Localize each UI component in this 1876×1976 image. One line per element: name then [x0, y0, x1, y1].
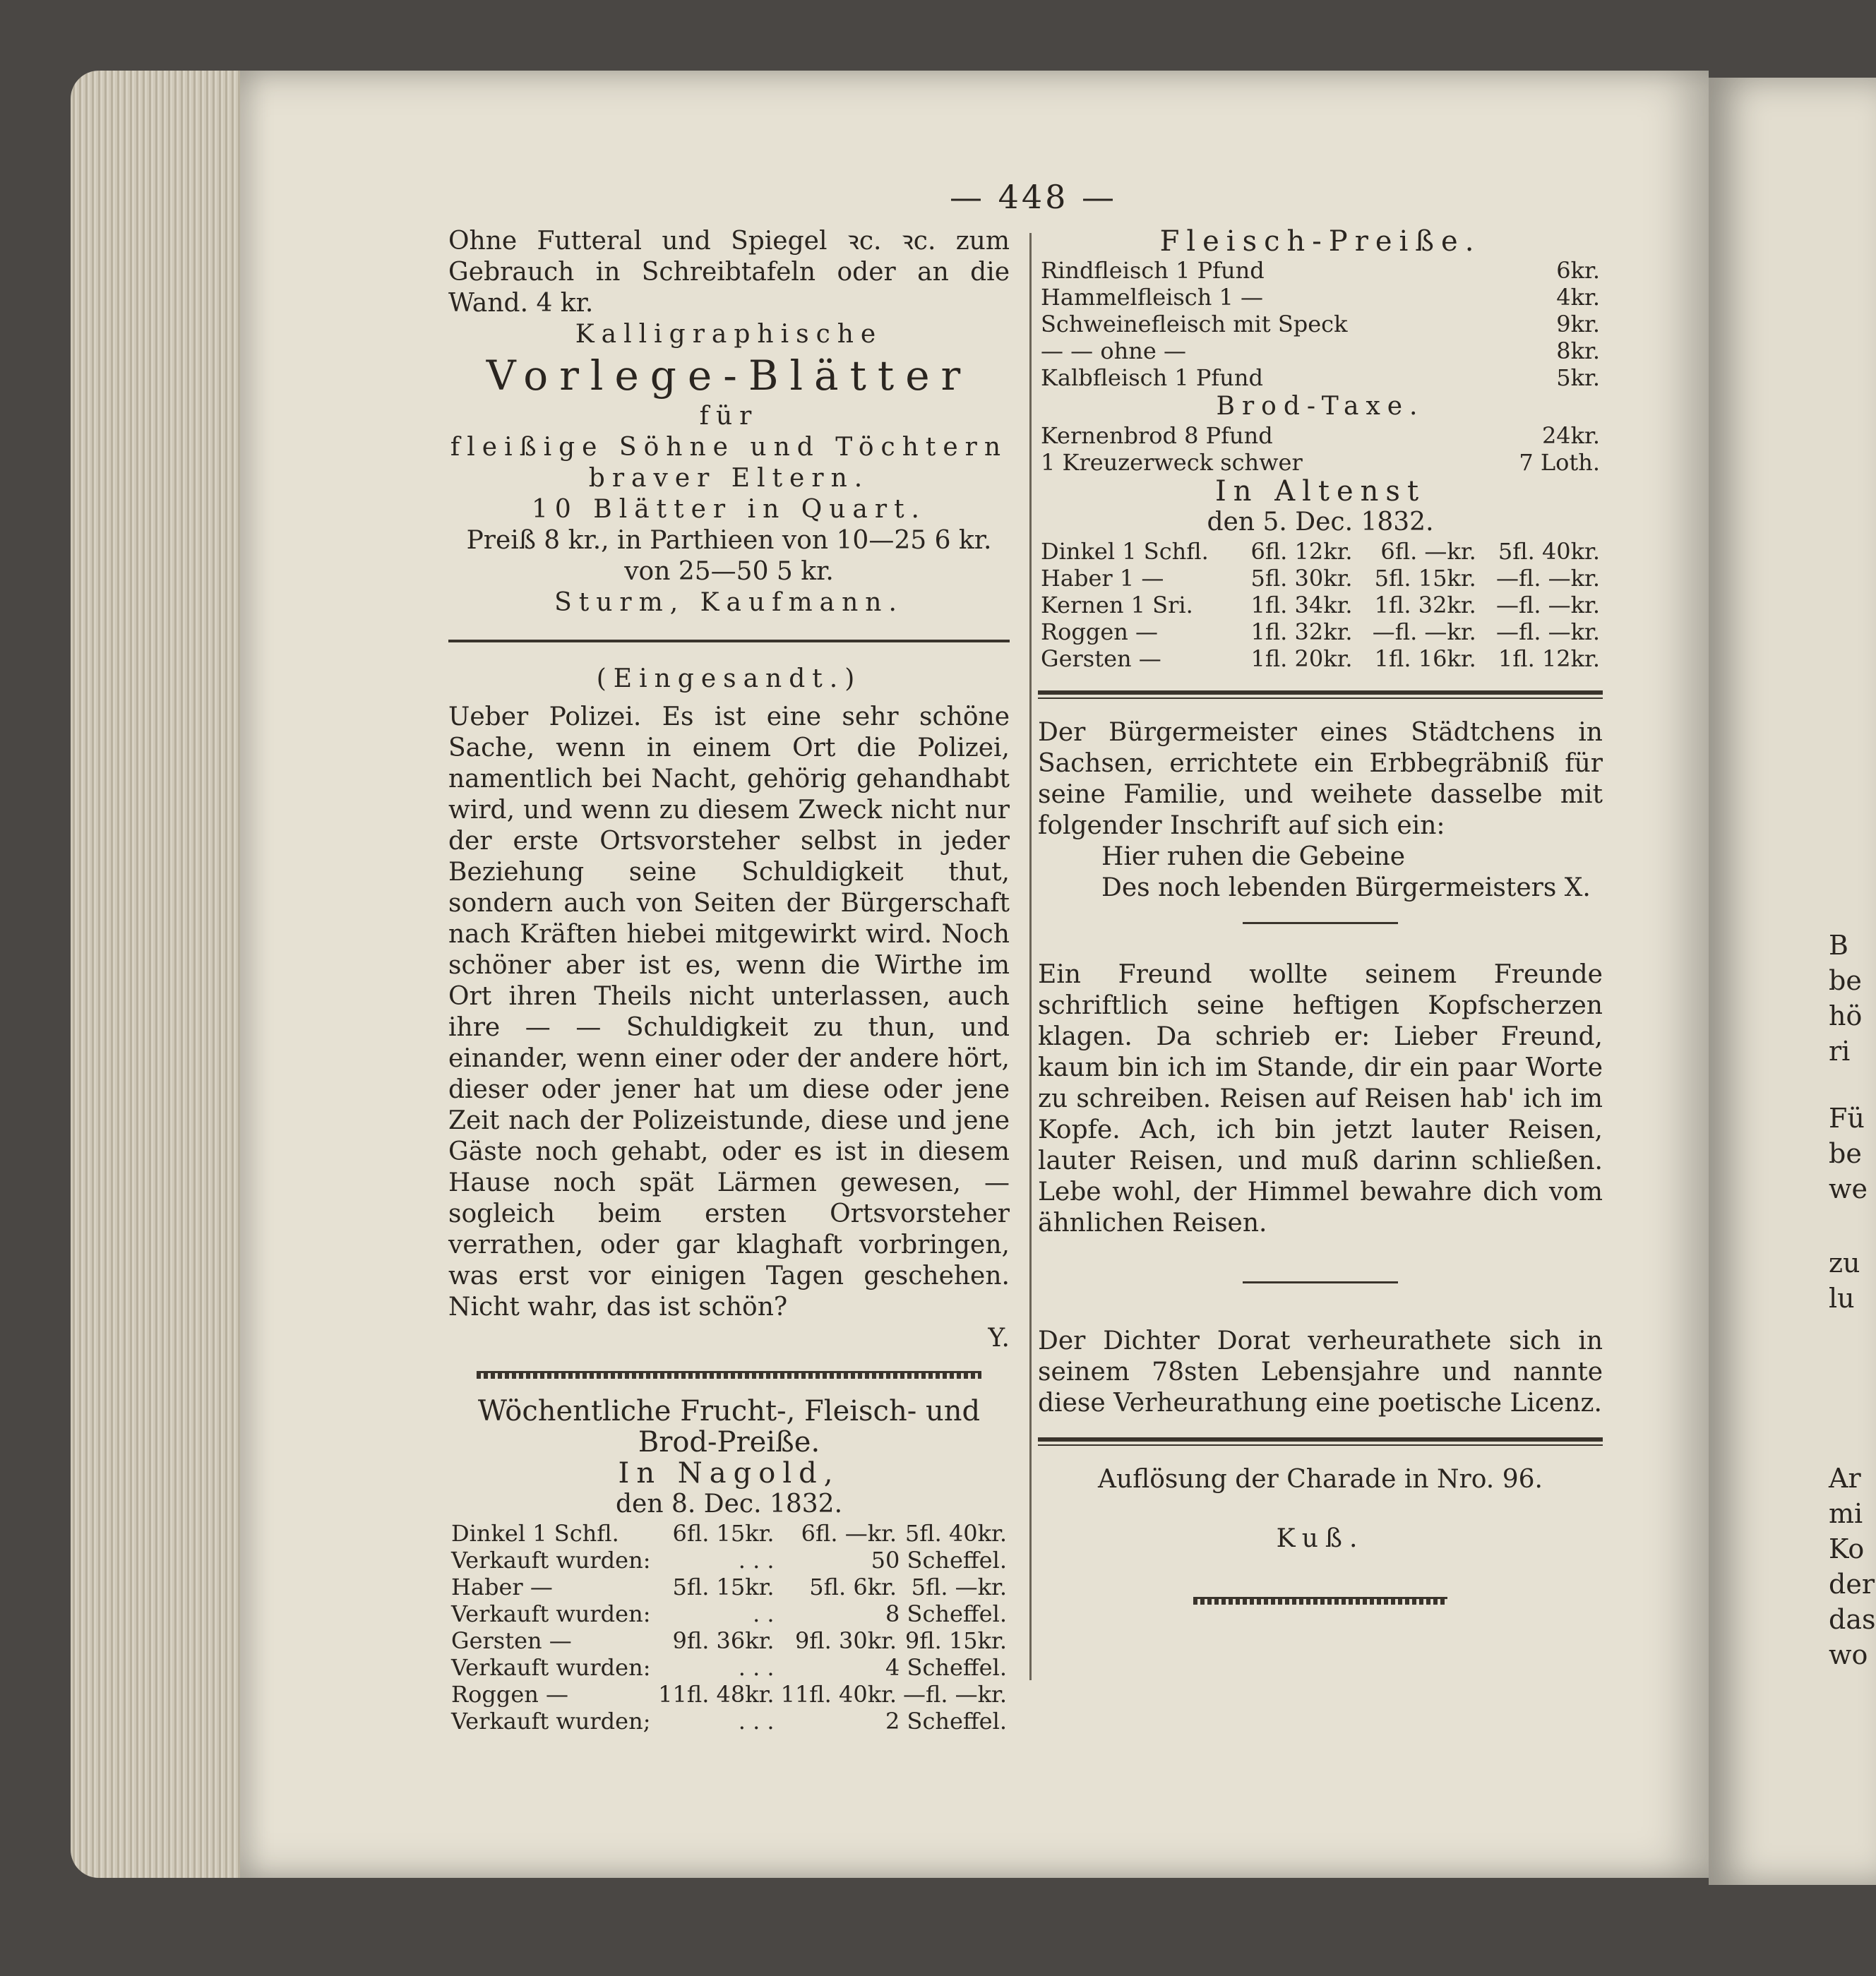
fragment: das	[1829, 1604, 1876, 1635]
place-heading: In Altenst	[1214, 475, 1426, 508]
cell: Rindfleisch 1 Pfund	[1041, 257, 1265, 284]
cell: 5fl. 15kr.	[1374, 565, 1476, 592]
column-divider	[1029, 233, 1032, 1680]
section-rule	[1038, 690, 1603, 699]
charade-solution-heading: Auflösung der Charade in Nro. 96.	[1098, 1465, 1543, 1494]
cell: Verkauft wurden:	[451, 1654, 651, 1681]
cell: 8 Scheffel.	[885, 1600, 1007, 1627]
nagold-price-table	[448, 1520, 1010, 1735]
cell: Kernenbrod 8 Pfund	[1041, 422, 1273, 449]
ad-title: Vorlege-Blätter	[486, 352, 972, 400]
table-row	[1038, 337, 1603, 364]
book-page-stack	[71, 71, 254, 1878]
cell: 5fl. —kr.	[911, 1574, 1007, 1600]
cell: Verkauft wurden;	[451, 1708, 651, 1735]
cell: 2 Scheffel.	[885, 1708, 1007, 1735]
freund-article: Ein Freund wollte seinem Freunde schriftlich seine heftigen Kopfscherzen klagen. Da schrieb er: Lieber Freund, kaum bin ich im Stande, dir ein paar Worte zu schreiben. Reisen auf Reisen hab' ich im Kopfe. Ach, ich bin jetzt lauter Reisen, lauter Reisen, und muß darinn schließen. Lebe wohl, der Himmel bewahre dich vom ähnlichen Reisen.	[1038, 960, 1603, 1238]
cell: Haber 1 —	[1041, 565, 1164, 592]
cell: — — ohne —	[1041, 337, 1186, 364]
dot: .	[738, 1547, 746, 1574]
cell: 1fl. 32kr.	[1374, 592, 1476, 618]
cell: —fl. —kr.	[1495, 565, 1600, 592]
prices-heading: Wöchentliche Frucht-, Fleisch- und	[477, 1395, 981, 1427]
table-row	[1038, 592, 1603, 618]
place-date: den 8. Dec. 1832.	[615, 1490, 843, 1519]
table-row	[1038, 364, 1603, 391]
separator-rule	[1243, 1281, 1398, 1283]
cell: 6fl. —kr.	[801, 1520, 897, 1547]
cell: Roggen —	[1041, 618, 1159, 645]
fleisch-heading: Fleisch-Preiße.	[1159, 225, 1481, 258]
inscription-line: Des noch lebenden Bürgermeisters X.	[1101, 873, 1591, 902]
ad-line: für	[699, 402, 759, 431]
fragment: der	[1829, 1569, 1875, 1600]
cell: 1fl. 20kr.	[1250, 645, 1353, 672]
article-signature: Y.	[988, 1324, 1010, 1353]
cell: 24kr.	[1541, 422, 1600, 449]
table-row	[448, 1547, 1010, 1574]
table-row	[448, 1574, 1010, 1600]
cell: 5fl. 15kr.	[672, 1574, 775, 1600]
cell: 1fl. 32kr.	[1250, 618, 1353, 645]
cell	[655, 1654, 777, 1681]
dot: .	[767, 1547, 775, 1574]
prices-heading: Brod-Preiße.	[638, 1426, 820, 1459]
table-row	[448, 1708, 1010, 1735]
cell: 5fl. 6kr.	[809, 1574, 897, 1600]
table-row	[448, 1627, 1010, 1654]
dot: .	[753, 1708, 760, 1735]
cell: 1fl. 12kr.	[1498, 645, 1600, 672]
table-row	[448, 1681, 1010, 1708]
table-row	[1038, 311, 1603, 337]
table-row	[1038, 565, 1603, 592]
cell: 1fl. 16kr.	[1374, 645, 1476, 672]
cell: Verkauft wurden:	[451, 1547, 651, 1574]
fragment: Ar	[1829, 1463, 1861, 1494]
eingesandt-heading: (Eingesandt.)	[596, 664, 862, 693]
cell: Kernen 1 Sri.	[1041, 592, 1193, 618]
table-row	[1038, 257, 1603, 284]
cell: 9fl. 36kr.	[672, 1627, 775, 1654]
cell: 6kr.	[1556, 257, 1600, 284]
buergermeister-article: Der Bürgermeister eines Städtchens in Sachsen, errichtete ein Erbbegräbniß für seine Familie, und weihete dasselbe mit folgender Inschrift auf sich ein:	[1038, 718, 1603, 840]
fragment: zu	[1829, 1247, 1860, 1279]
cell: 9fl. 15kr.	[904, 1627, 1007, 1654]
inscription-line: Hier ruhen die Gebeine	[1101, 842, 1406, 871]
brod-heading: Brod-Taxe.	[1216, 392, 1425, 421]
cell: Schweinefleisch mit Speck	[1041, 311, 1348, 337]
cell: Kalbfleisch 1 Pfund	[1041, 364, 1263, 391]
dot: .	[767, 1708, 775, 1735]
cell: 50 Scheffel.	[871, 1547, 1007, 1574]
place-heading: In Nagold,	[618, 1457, 840, 1490]
table-row	[448, 1600, 1010, 1627]
cell: 5kr.	[1556, 364, 1600, 391]
fragment: hö	[1829, 1000, 1863, 1031]
right-column	[1038, 226, 1603, 1605]
altensteig-price-table	[1038, 538, 1603, 672]
cell: —fl. —kr.	[1372, 618, 1476, 645]
cell: Gersten —	[1041, 645, 1161, 672]
ad-line: fleißige Söhne und Töchtern	[450, 433, 1008, 462]
cell: 5fl. 40kr.	[904, 1520, 1007, 1547]
cell	[655, 1600, 777, 1627]
cell: 8kr.	[1556, 337, 1600, 364]
cell: Hammelfleisch 1 —	[1041, 284, 1264, 311]
table-row	[1038, 538, 1603, 565]
cell: 5fl. 30kr.	[1250, 565, 1353, 592]
cell: 5fl. 40kr.	[1498, 538, 1600, 565]
place-date: den 5. Dec. 1832.	[1207, 508, 1434, 537]
cell: 11fl. 48kr.	[658, 1681, 775, 1708]
table-row	[1038, 449, 1603, 476]
fragment: lu	[1829, 1283, 1855, 1314]
dot: .	[738, 1654, 746, 1681]
table-row	[1038, 284, 1603, 311]
table-row	[1038, 422, 1603, 449]
ad-line: 10 Blätter in Quart.	[532, 495, 926, 524]
cell: 1fl. 34kr.	[1250, 592, 1353, 618]
cell: —fl. —kr.	[1495, 618, 1600, 645]
fragment: Fü	[1829, 1103, 1865, 1134]
table-row	[448, 1654, 1010, 1681]
fleisch-price-table	[1038, 257, 1603, 391]
dot: .	[767, 1600, 775, 1627]
table-row	[1038, 645, 1603, 672]
separator-rule	[1243, 922, 1398, 924]
fragment: be	[1829, 1138, 1862, 1169]
cell: 1 Kreuzerweck schwer	[1041, 449, 1303, 476]
section-rule	[1038, 1437, 1603, 1446]
ad-signature: Sturm, Kaufmann.	[554, 588, 904, 617]
page-number: — 448 —	[950, 178, 1118, 216]
section-rule	[448, 640, 1010, 642]
left-column	[448, 226, 1010, 1735]
dorat-article: Der Dichter Dorat verheurathete sich in seinem 78sten Lebensjahre und nannte diese Verheurathung eine poetische Licenz.	[1038, 1327, 1603, 1418]
dot: .	[753, 1600, 760, 1627]
fragment: Ko	[1829, 1533, 1865, 1564]
cell	[655, 1708, 777, 1735]
fragment: mi	[1829, 1498, 1863, 1529]
cell: 6fl. 15kr.	[672, 1520, 775, 1547]
dot: .	[767, 1654, 775, 1681]
ad-line: Kalligraphische	[575, 320, 883, 349]
cell	[655, 1547, 777, 1574]
intro-text: Ohne Futteral und Spiegel ꝛc. ꝛc. zum Gebrauch in Schreibtafeln oder an die Wand. 4 kr.	[448, 227, 1010, 318]
polizei-article: Ueber Polizei. Es ist eine sehr schöne Sache, wenn in einem Ort die Polizei, namentlich bei Nacht, gehörig gehandhabt wird, und wenn zu diesem Zweck nicht nur der erste Ortsvorsteher selbst in jeder Beziehung seine Schuldigkeit thut, sondern auch von Seiten der Bürgerschaft nach Kräften hiebei mitgewirkt wird. Noch schöner aber ist es, wenn die Wirthe im Ort ihren Theils nicht unterlassen, auch ihre — — Schuldigkeit zu thun, und einander, wenn einer oder der andere hört, dieser oder jener hat um diese oder jene Zeit nach der Polizeistunde, diese und jene Gäste noch gehabt, oder es ist in diesem Hause noch spät Lärmen gewesen, — sogleich beim ersten Ortsvorsteher verrathen, oder gar klaghaft vorbringen, was erst vor einigen Tagen geschehen. Nicht wahr, das ist schön?	[448, 702, 1010, 1322]
fragment: wo	[1829, 1639, 1868, 1670]
cell: —fl. —kr.	[1495, 592, 1600, 618]
ornamental-rule	[1193, 1597, 1447, 1605]
dot: .	[753, 1654, 760, 1681]
fragment: ri	[1829, 1036, 1851, 1067]
fragment: be	[1829, 965, 1862, 996]
cell: Haber —	[451, 1574, 553, 1600]
dot: .	[753, 1547, 760, 1574]
dot: .	[738, 1708, 746, 1735]
ornamental-rule	[477, 1371, 981, 1379]
cell: Gersten —	[451, 1627, 572, 1654]
charade-solution: Kuß.	[1276, 1524, 1365, 1553]
cell: 9kr.	[1556, 311, 1600, 337]
cell: —fl. —kr.	[902, 1681, 1007, 1708]
cell: 4 Scheffel.	[885, 1654, 1007, 1681]
ad-line: braver Eltern.	[588, 464, 870, 493]
cell: 9fl. 30kr.	[794, 1627, 897, 1654]
table-row	[1038, 618, 1603, 645]
fragment: B	[1829, 930, 1848, 961]
cell: 4kr.	[1556, 284, 1600, 311]
cell: Roggen —	[451, 1681, 569, 1708]
ad-price: von 25—50 5 kr.	[624, 557, 834, 586]
cell: 11fl. 40kr.	[780, 1681, 897, 1708]
cell: Dinkel 1 Schfl.	[1041, 538, 1209, 565]
ad-price: Preiß 8 kr., in Parthieen von 10—25 6 kr.	[466, 526, 992, 555]
table-row	[448, 1520, 1010, 1547]
cell: Dinkel 1 Schfl.	[451, 1520, 619, 1547]
cell: 6fl. —kr.	[1380, 538, 1476, 565]
cell: Verkauft wurden:	[451, 1600, 651, 1627]
fragment: we	[1829, 1173, 1868, 1204]
cell: 6fl. 12kr.	[1250, 538, 1353, 565]
cell: 7 Loth.	[1519, 449, 1600, 476]
brod-price-table	[1038, 422, 1603, 476]
